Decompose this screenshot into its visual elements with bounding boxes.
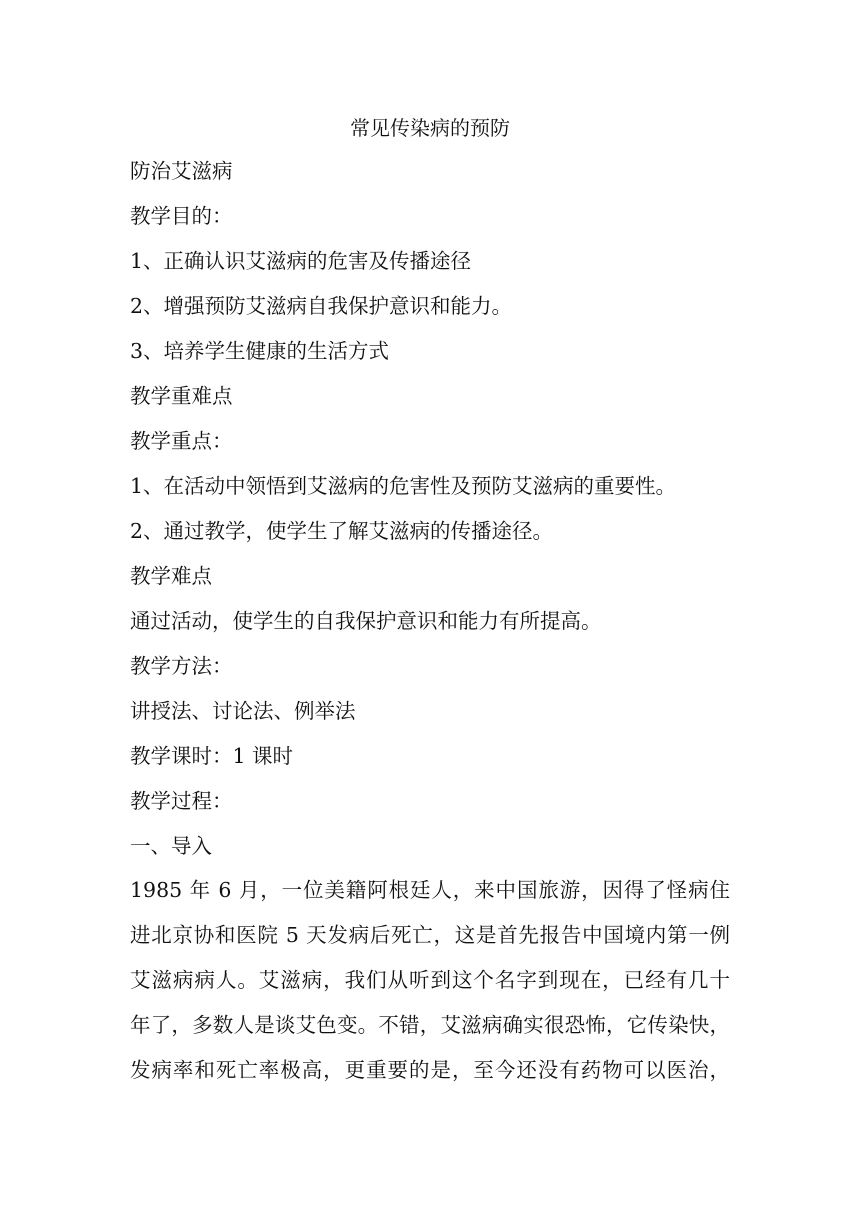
paragraph-line: 1985 年 6 月，一位美籍阿根廷人，来中国旅游，因得了怪病住 xyxy=(130,878,730,902)
paragraph-line: 年了，多数人是谈艾色变。不错，艾滋病确实很恐怖，它传染快， xyxy=(130,1013,730,1037)
paragraph-line: 进北京协和医院 5 天发病后死亡，这是首先报告中国境内第一例 xyxy=(130,923,730,947)
list-item: 3、培养学生健康的生活方式 xyxy=(130,339,390,363)
subheading: 教学方法： xyxy=(130,654,233,678)
subheading: 教学目的： xyxy=(130,204,233,228)
paragraph-line: 艾滋病病人。艾滋病，我们从听到这个名字到现在，已经有几十 xyxy=(130,968,730,992)
subheading: 教学重难点 xyxy=(130,384,233,408)
subheading: 教学难点 xyxy=(130,564,212,588)
list-item: 1、正确认识艾滋病的危害及传播途径 xyxy=(130,249,472,273)
paragraph-line: 发病率和死亡率极高，更重要的是，至今还没有药物可以医治， xyxy=(130,1058,730,1082)
intro-paragraph xyxy=(130,868,730,1093)
body-line: 通过活动，使学生的自我保护意识和能力有所提高。 xyxy=(130,609,602,633)
subheading: 教学过程： xyxy=(130,789,233,813)
list-item: 2、通过教学，使学生了解艾滋病的传播途径。 xyxy=(130,519,554,543)
document-body xyxy=(130,156,730,1093)
section-heading: 防治艾滋病 xyxy=(130,159,233,183)
document-title: 常见传染病的预防 xyxy=(350,116,510,140)
body-line: 教学课时：1 课时 xyxy=(130,744,294,768)
list-item: 2、增强预防艾滋病自我保护意识和能力。 xyxy=(130,294,513,318)
subheading: 一、导入 xyxy=(130,834,212,858)
subheading: 教学重点： xyxy=(130,429,233,453)
body-line: 讲授法、讨论法、例举法 xyxy=(130,699,356,723)
list-item: 1、在活动中领悟到艾滋病的危害性及预防艾滋病的重要性。 xyxy=(130,474,677,498)
